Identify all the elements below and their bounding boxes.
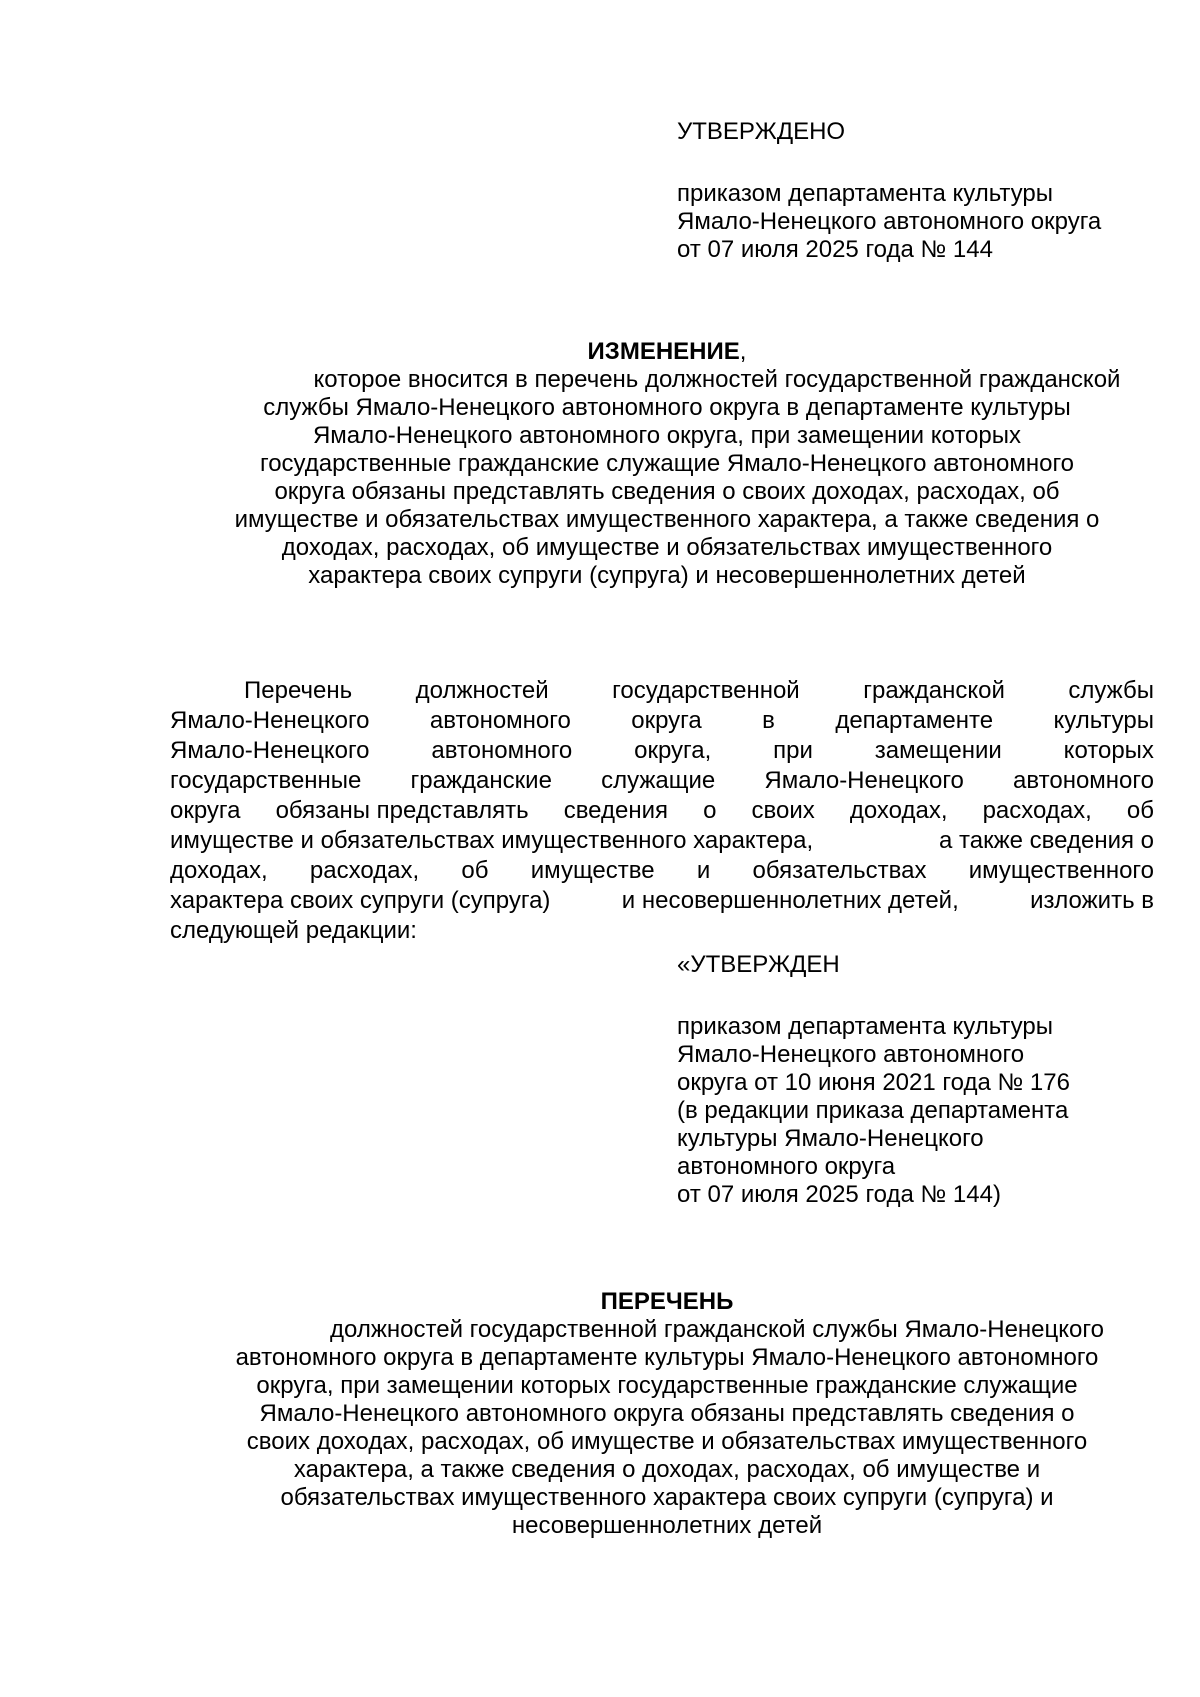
body-word: Ямало-Ненецкого xyxy=(170,707,370,734)
body-word: имущественного xyxy=(968,857,1154,884)
list-heading-line: Ямало-Ненецкого автономного округа обязаны представлять сведения о xyxy=(259,1400,1075,1427)
approval-stamp xyxy=(677,118,1147,264)
change-heading-line: которое вносится в перечень должностей государственной гражданской xyxy=(313,366,1121,393)
body-paragraph-line xyxy=(170,856,1154,886)
body-word: замещении xyxy=(874,737,1002,764)
body-word: гражданской xyxy=(863,677,1005,704)
body-word: обязаны представлять xyxy=(275,797,529,824)
approval-stamp-2-line: культуры Ямало-Ненецкого xyxy=(677,1125,984,1152)
body-paragraph-line xyxy=(170,826,1154,856)
body-word: культуры xyxy=(1053,707,1154,734)
body-word: изложить в xyxy=(1030,887,1154,914)
body-word: сведения xyxy=(563,797,668,824)
approval-stamp-line: Ямало-Ненецкого автономного округа xyxy=(677,208,1102,235)
list-heading-title-line xyxy=(170,1288,1164,1316)
approval-stamp-2-line: автономного округа xyxy=(677,1153,896,1180)
body-word: в xyxy=(762,707,775,734)
body-paragraph-line xyxy=(170,766,1154,796)
body-word: расходах, xyxy=(982,797,1092,824)
body-word: Ямало-Ненецкого xyxy=(764,767,964,794)
change-heading-line: округа обязаны представлять сведения о своих доходах, расходах, об xyxy=(274,478,1060,505)
change-heading xyxy=(170,338,1164,590)
body-word: автономного xyxy=(431,737,573,764)
body-word: государственной xyxy=(612,677,800,704)
body-word: имуществе и обязательствах имущественного характера, xyxy=(170,827,814,854)
approval-stamp-2 xyxy=(677,951,1147,1209)
body-paragraph-line xyxy=(170,796,1154,826)
body-word: Ямало-Ненецкого xyxy=(170,737,370,764)
body-word: об xyxy=(1126,797,1154,824)
list-heading-line: обязательствах имущественного характера своих супруги (супруга) и xyxy=(280,1484,1054,1511)
list-heading-line: автономного округа в департаменте культуры Ямало-Ненецкого автономного xyxy=(235,1344,1099,1371)
approval-stamp-2-line: Ямало-Ненецкого автономного xyxy=(677,1041,1025,1068)
body-word: о xyxy=(703,797,717,824)
approval-stamp-2-line: от 07 июля 2025 года № 144) xyxy=(677,1181,1001,1208)
list-heading-line: несовершеннолетних детей xyxy=(511,1512,823,1539)
body-word: обязательствах xyxy=(752,857,927,884)
body-word: государственные xyxy=(170,767,362,794)
approval-stamp-2-title: «УТВЕРЖДЕН xyxy=(677,951,840,978)
body-word: имуществе xyxy=(530,857,655,884)
approval-stamp-2-line: округа от 10 июня 2021 года № 176 xyxy=(677,1069,1070,1096)
body-paragraph-line xyxy=(170,886,1154,916)
change-heading-title-suffix: , xyxy=(739,338,747,365)
approval-stamp-line: от 07 июля 2025 года № 144 xyxy=(677,236,993,263)
body-word: которых xyxy=(1063,737,1154,764)
body-word: автономного xyxy=(1013,767,1154,794)
change-heading-title-line xyxy=(170,338,1164,366)
body-word: при xyxy=(773,737,813,764)
body-word: расходах, xyxy=(309,857,420,884)
body-word: округа, xyxy=(634,737,712,764)
body-word: Перечень xyxy=(244,677,353,704)
body-word: автономного xyxy=(429,707,571,734)
list-heading-title: ПЕРЕЧЕНЬ xyxy=(600,1288,734,1315)
body-word: и несовершеннолетних детей, xyxy=(621,887,959,914)
list-heading xyxy=(170,1288,1164,1540)
change-heading-line: государственные гражданские служащие Ямало-Ненецкого автономного xyxy=(259,450,1075,477)
change-heading-line: доходах, расходах, об имуществе и обязательствах имущественного xyxy=(281,534,1053,561)
body-paragraph xyxy=(170,676,1154,946)
body-word: округа xyxy=(170,797,241,824)
body-word: доходах, xyxy=(849,797,948,824)
body-word: должностей xyxy=(415,677,549,704)
body-word: службы xyxy=(1068,677,1154,704)
list-heading-line: характера, а также сведения о доходах, расходах, об имуществе и xyxy=(293,1456,1041,1483)
body-word: доходах, xyxy=(170,857,268,884)
body-word: об xyxy=(461,857,489,884)
list-heading-line: округа, при замещении которых государственные гражданские служащие xyxy=(256,1372,1078,1399)
approval-stamp-2-line: приказом департамента культуры xyxy=(677,1013,1053,1040)
body-paragraph-last-line: следующей редакции: xyxy=(170,917,417,944)
body-paragraph-line xyxy=(170,676,1154,706)
change-heading-line: Ямало-Ненецкого автономного округа, при замещении которых xyxy=(312,422,1022,449)
body-word: гражданские xyxy=(410,767,552,794)
body-word: и xyxy=(696,857,711,884)
change-heading-line: имуществе и обязательствах имущественного характера, а также сведения о xyxy=(234,506,1100,533)
list-heading-line: должностей государственной гражданской службы Ямало-Ненецкого xyxy=(330,1316,1104,1343)
body-word: своих xyxy=(751,797,815,824)
change-heading-title: ИЗМЕНЕНИЕ xyxy=(587,338,740,365)
body-word: департаменте xyxy=(835,707,994,734)
change-heading-line: характера своих супруги (супруга) и несовершеннолетних детей xyxy=(308,562,1026,589)
body-word: характера своих супруги (супруга) xyxy=(170,887,551,914)
approval-stamp-line: приказом департамента культуры xyxy=(677,180,1053,207)
body-paragraph-line xyxy=(170,736,1154,766)
body-word: а также сведения о xyxy=(939,827,1154,854)
approval-stamp-title: УТВЕРЖДЕНО xyxy=(677,118,846,145)
change-heading-line: службы Ямало-Ненецкого автономного округа в департаменте культуры xyxy=(263,394,1071,421)
list-heading-line: своих доходах, расходах, об имуществе и обязательствах имущественного xyxy=(246,1428,1088,1455)
body-word: служащие xyxy=(601,767,716,794)
approval-stamp-2-line: (в редакции приказа департамента xyxy=(677,1097,1069,1124)
body-word: округа xyxy=(631,707,702,734)
body-paragraph-line xyxy=(170,706,1154,736)
